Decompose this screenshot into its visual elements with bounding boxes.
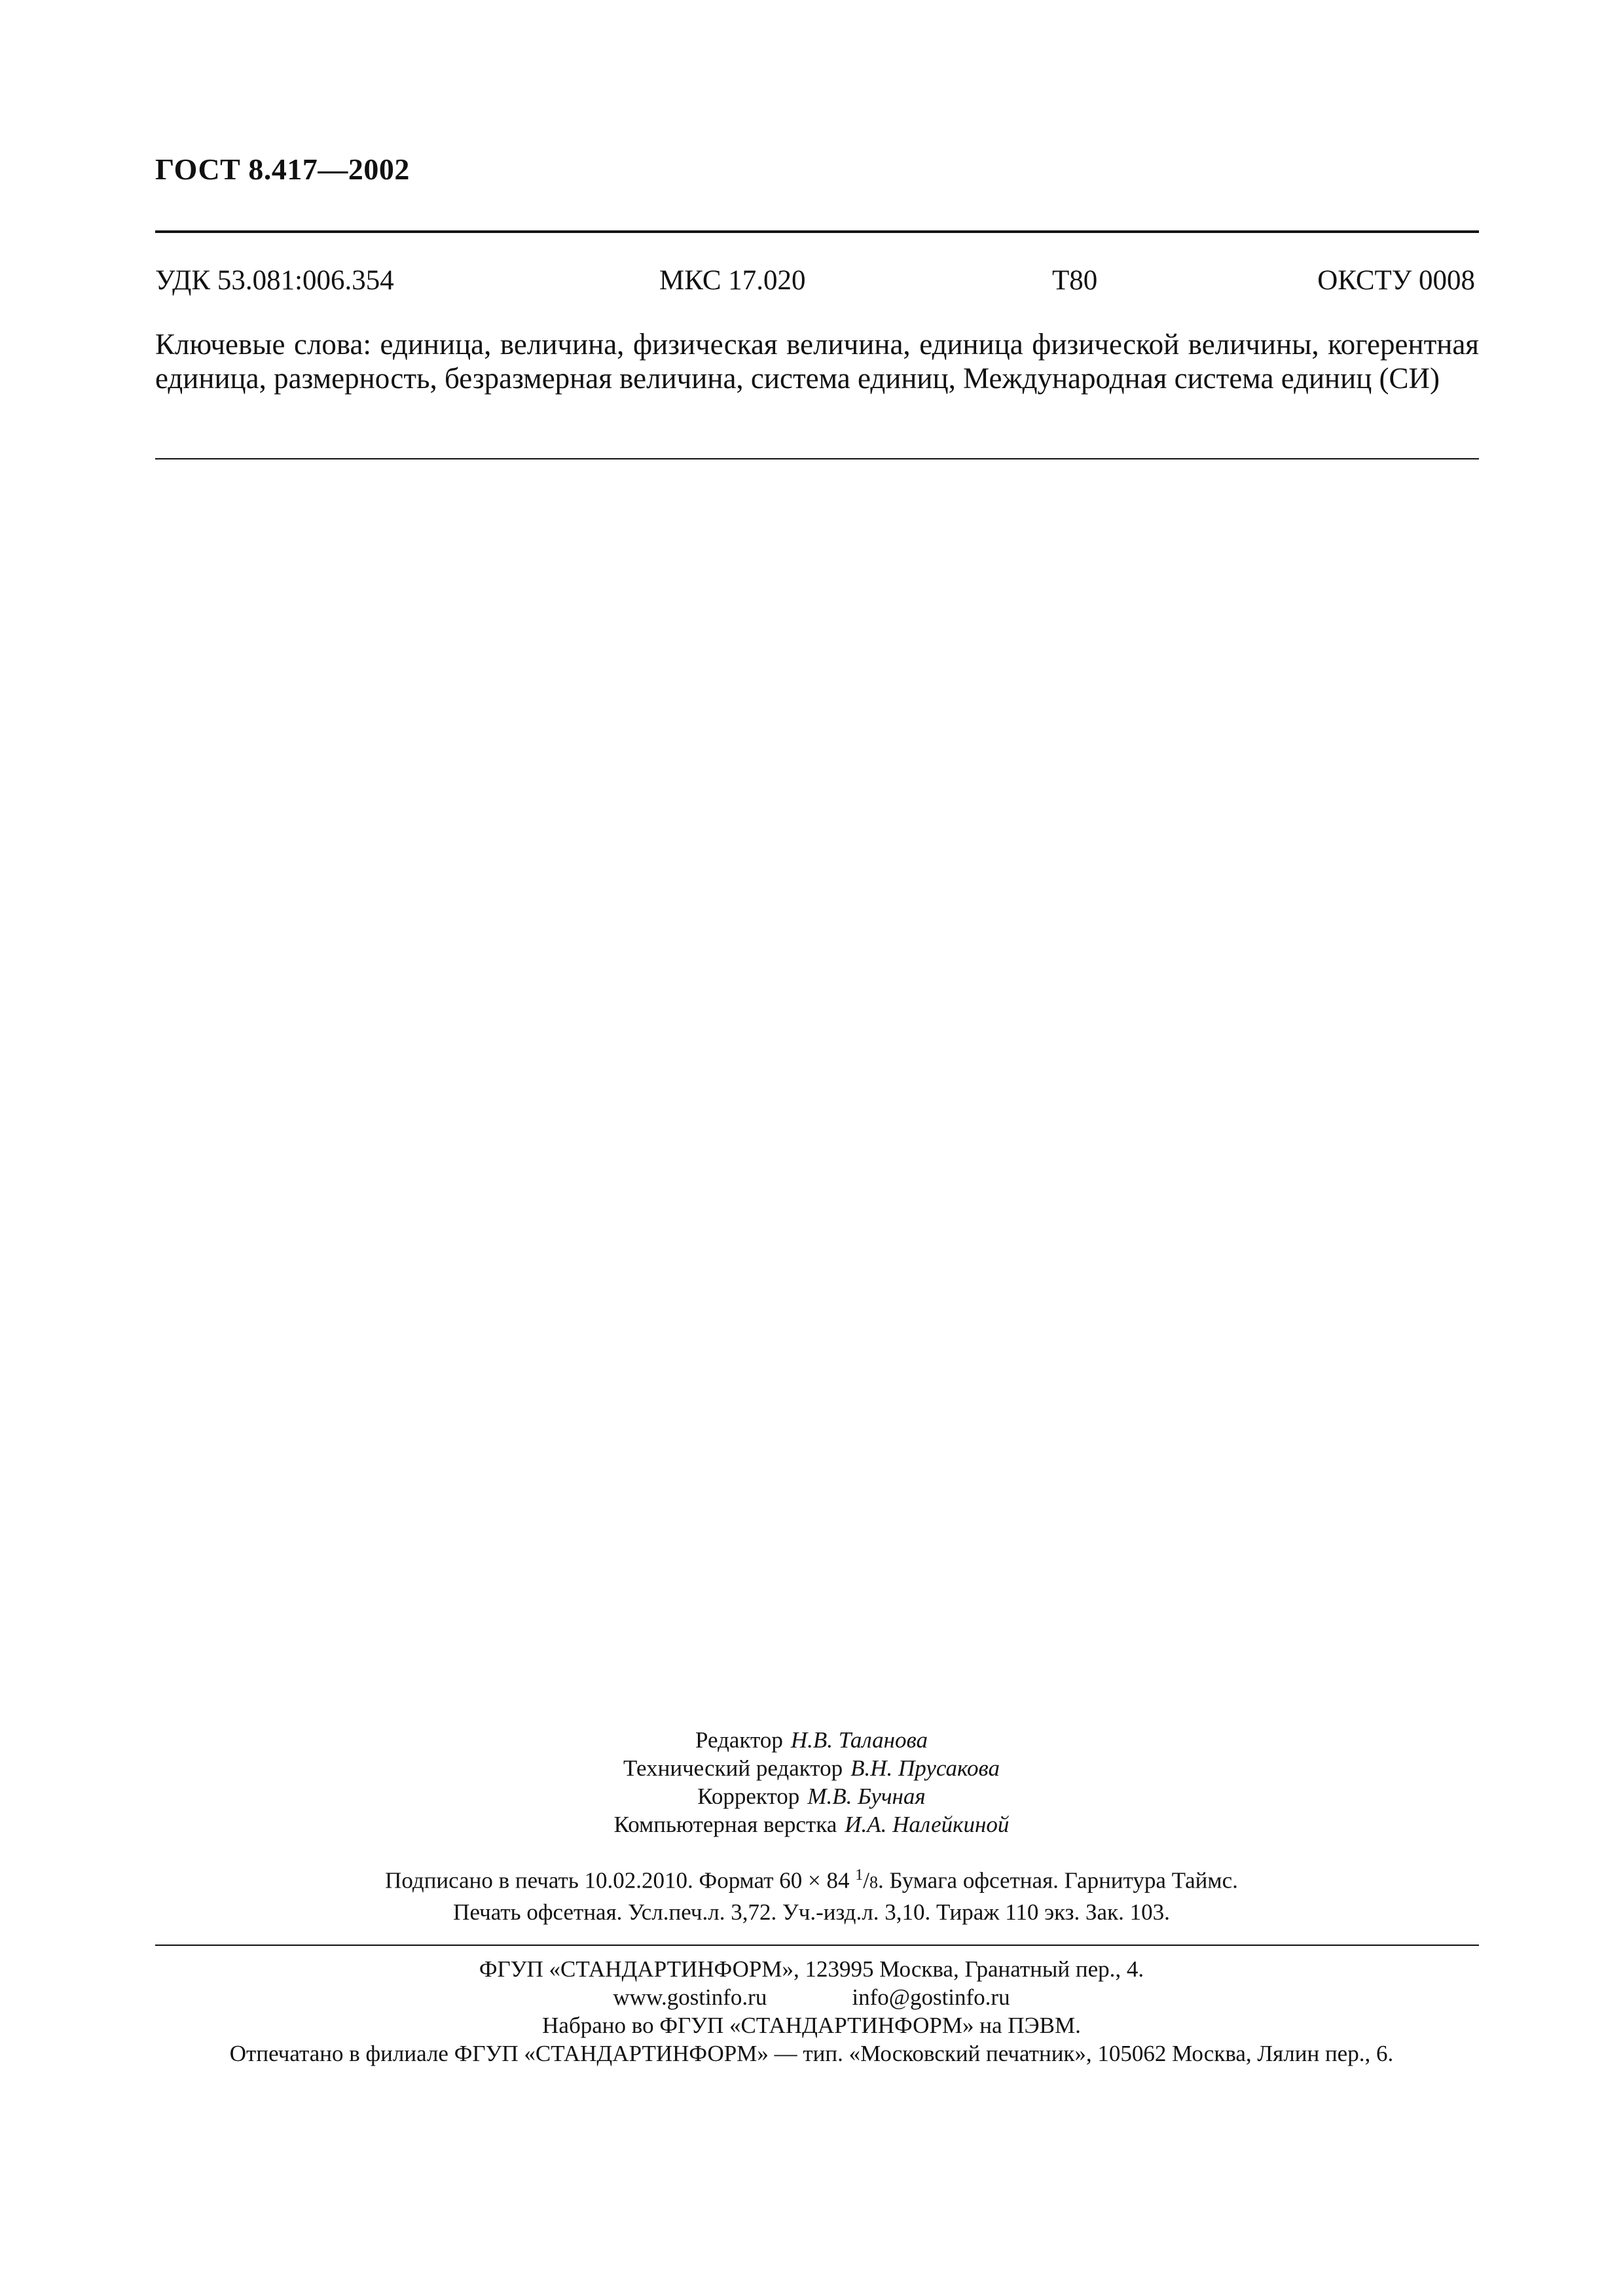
document-title: ГОСТ 8.417—2002 (155, 152, 410, 186)
publisher-divider (155, 1945, 1479, 1946)
credit-line (0, 1726, 1623, 1754)
credit-role: Компьютерная верстка (613, 1812, 837, 1837)
typeset-info: Набрано во ФГУП «СТАНДАРТИНФОРМ» на ПЭВМ. (542, 2013, 1081, 2038)
publisher-contacts (0, 1983, 1623, 2011)
print-info-text: . Бумага офсетная. Гарнитура Таймс. (877, 1867, 1238, 1893)
credit-line (0, 1810, 1623, 1839)
fraction-numerator: 1 (855, 1867, 864, 1884)
udk-code: УДК 53.081:006.354 (155, 265, 394, 296)
keywords-paragraph: Ключевые слова: единица, величина, физическая величина, единица физической величины, когерентная единица, размерность, безразмерная величина, система единиц, Международная система единиц (СИ) (155, 328, 1479, 395)
classification-row (155, 264, 1479, 304)
print-info-block (0, 1861, 1623, 1927)
credit-name: В.Н. Прусакова (850, 1755, 1000, 1781)
credits-block (0, 1726, 1623, 1839)
email-link[interactable]: info@gostinfo.ru (852, 1984, 1010, 2010)
printed-info: Отпечатано в филиале ФГУП «СТАНДАРТИНФОРМ» — тип. «Московский печатник», 105062 Москва, Лялин пер., 6. (229, 2041, 1394, 2066)
credit-role: Редактор (695, 1727, 783, 1753)
mks-code: МКС 17.020 (659, 265, 806, 296)
website-link[interactable]: www.gostinfo.ru (613, 1984, 767, 2010)
credit-line (0, 1754, 1623, 1782)
publisher-block (0, 1955, 1623, 2068)
print-info-line2: Печать офсетная. Усл.печ.л. 3,72. Уч.-изд.л. 3,10. Тираж 110 экз. Зак. 103. (453, 1899, 1170, 1925)
t-code: Т80 (1052, 265, 1098, 296)
print-info-line1: Подписано в печать 10.02.2010. Формат 60 × 84 $^1$/8. Бумага офсетная. Гарнитура Таймс. (385, 1867, 1238, 1893)
credit-line (0, 1782, 1623, 1810)
credit-name: И.А. Налейкиной (845, 1812, 1010, 1837)
credit-name: Н.В. Таланова (790, 1727, 928, 1753)
top-divider (155, 230, 1479, 233)
credit-role: Технический редактор (623, 1755, 843, 1781)
fraction-denominator: 8 (869, 1873, 878, 1892)
keywords-divider (155, 458, 1479, 459)
okstu-code: ОКСТУ 0008 (1317, 265, 1475, 296)
publisher-address: ФГУП «СТАНДАРТИНФОРМ», 123995 Москва, Гранатный пер., 4. (479, 1956, 1144, 1982)
credit-name: М.В. Бучная (807, 1784, 926, 1809)
credit-role: Корректор (697, 1784, 800, 1809)
print-info-text: Подписано в печать 10.02.2010. Формат 60 × 84 (385, 1867, 856, 1893)
